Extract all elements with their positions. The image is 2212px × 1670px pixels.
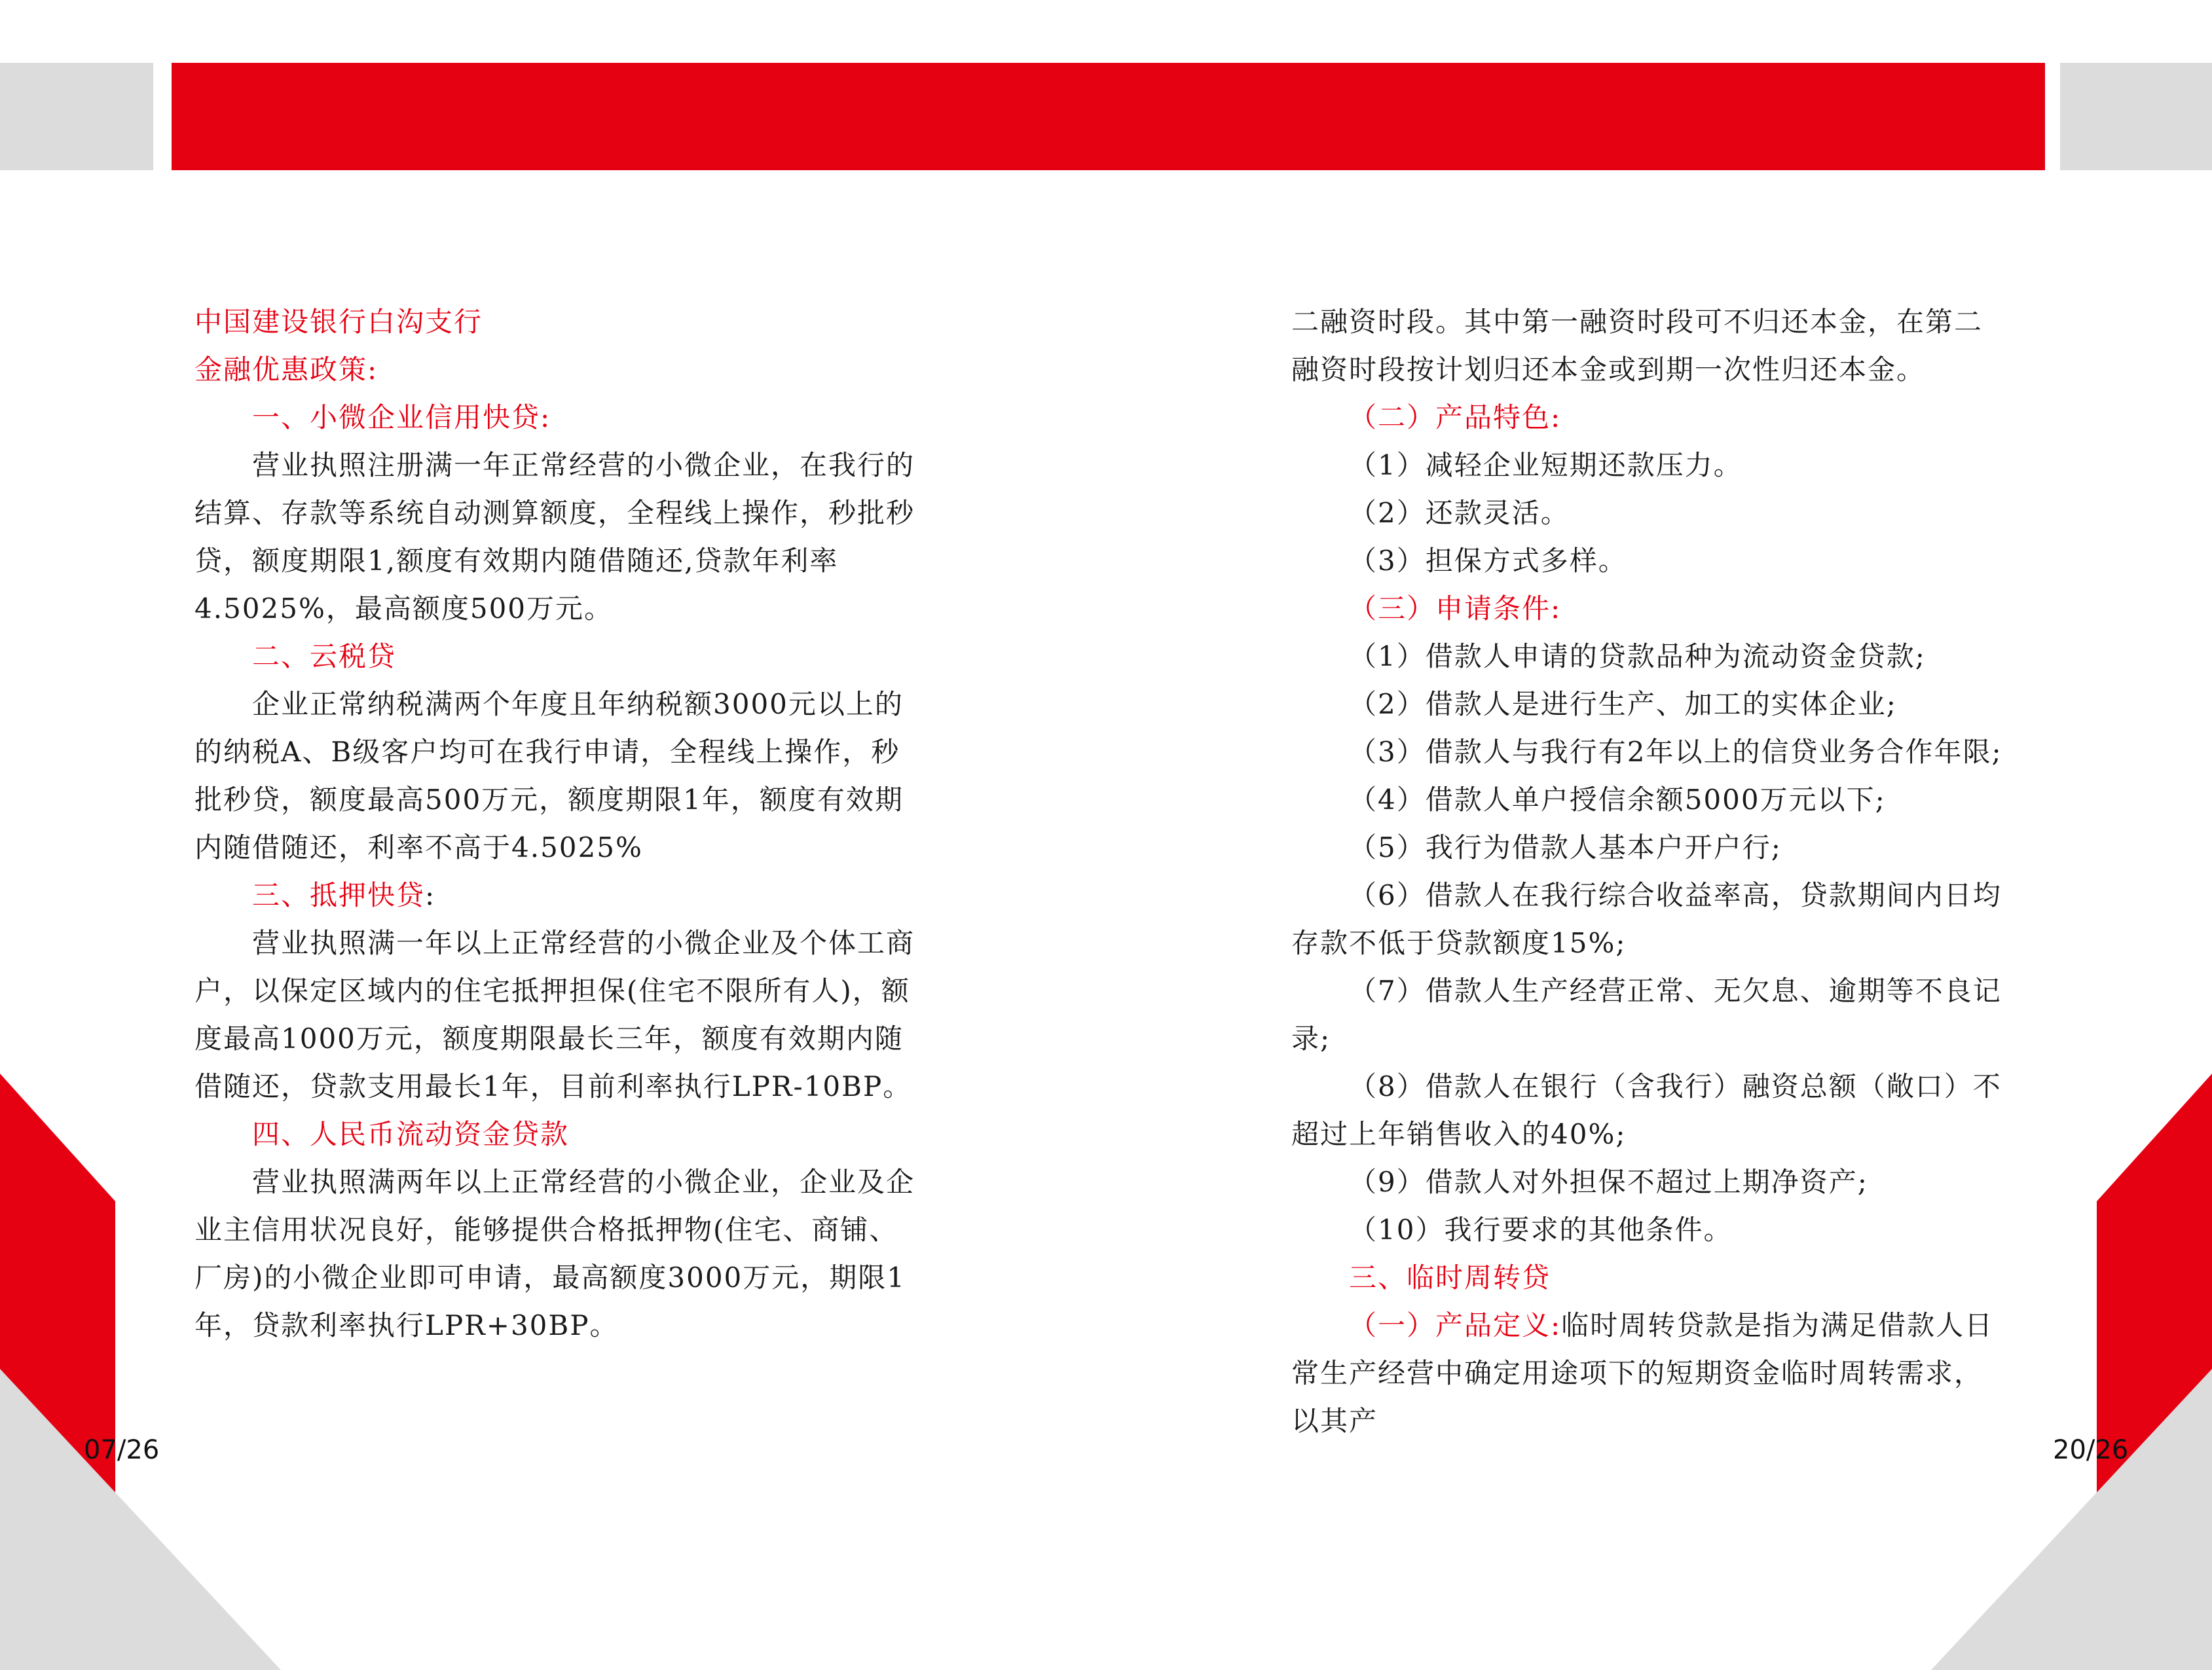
- condition-item: （1）借款人申请的贷款品种为流动资金贷款;: [1349, 640, 1926, 672]
- condition-item: （2）借款人是进行生产、加工的实体企业;: [1349, 688, 1897, 720]
- section-1-title: 一、小微企业信用快贷:: [252, 401, 551, 433]
- section-4-body: 营业执照满两年以上正常经营的小微企业，企业及企业主信用状况良好，能够提供合格抵押物(住宅、商铺、厂房)的小微企业即可申请，最高额度3000万元，期限1年，贷款利率执行LPR+30BP。: [194, 1166, 915, 1341]
- definition-body: 临时周转贷款是指为满足借款人日常生产经营中确定用途项下的短期资金临时周转需求，以其产: [1291, 1309, 1994, 1437]
- definition-label: （一）产品定义:: [1349, 1309, 1562, 1341]
- section-2-body: 企业正常纳税满两个年度且年纳税额3000元以上的的纳税A、B级客户均可在我行申请，全程线上操作，秒批秒贷，额度最高500万元，额度期限1年，额度有效期内随借随还，利率不高于4.5025%: [194, 688, 904, 863]
- section-3-colon: :: [425, 879, 436, 911]
- section-3-title: 三、抵押快贷: [252, 879, 426, 911]
- continuation-text: 二融资时段。其中第一融资时段可不归还本金，在第二融资时段按计划归还本金或到期一次性归还本金。: [1291, 306, 1983, 386]
- condition-item: （8）借款人在银行（含我行）融资总额（敞口）不超过上年销售收入的40%;: [1291, 1070, 2002, 1150]
- section-3-title-right: 三、临时周转贷: [1349, 1262, 1551, 1294]
- header-red-bar: [172, 63, 2045, 170]
- page-number-right: 20/26: [2053, 1435, 2129, 1465]
- condition-item: （5）我行为借款人基本户开户行;: [1349, 831, 1782, 863]
- definition-paragraph: [1291, 1301, 2005, 1445]
- left-page-content: [194, 298, 921, 1349]
- feature-item: （1）减轻企业短期还款压力。: [1349, 449, 1742, 481]
- feature-item: （3）担保方式多样。: [1349, 545, 1627, 577]
- condition-item: （4）借款人单户授信余额5000万元以下;: [1349, 784, 1886, 816]
- conditions-title: （三）申请条件:: [1349, 592, 1562, 625]
- section-3-body: 营业执照满一年以上正常经营的小微企业及个体工商户，以保定区域内的住宅抵押担保(住宅不限所有人)，额度最高1000万元，额度期限最长三年，额度有效期内随借随还，贷款支用最长1年，目前利率执行LPR-10BP。: [194, 927, 915, 1102]
- page-number-left: 07/26: [84, 1435, 160, 1465]
- header-gray-block-right: [2060, 63, 2212, 170]
- header-gray-block-left: [0, 63, 153, 170]
- condition-item: （6）借款人在我行综合收益率高，贷款期间内日均存款不低于贷款额度15%;: [1291, 879, 2002, 959]
- condition-item: （10）我行要求的其他条件。: [1349, 1214, 1733, 1246]
- section-4-title: 四、人民币流动资金贷款: [252, 1118, 570, 1150]
- condition-item: （9）借款人对外担保不超过上期净资产;: [1349, 1166, 1868, 1198]
- section-1-body: 营业执照注册满一年正常经营的小微企业，在我行的结算、存款等系统自动测算额度，全程线上操作，秒批秒贷，额度期限1,额度有效期内随借随还,贷款年利率4.5025%，最高额度500万元。: [194, 449, 915, 625]
- section-2-title: 二、云税贷: [252, 640, 397, 672]
- condition-item: （3）借款人与我行有2年以上的信贷业务合作年限;: [1349, 736, 2002, 768]
- section-3-heading: [194, 871, 921, 919]
- policy-title: 金融优惠政策:: [194, 354, 378, 386]
- features-title: （二）产品特色:: [1349, 401, 1562, 433]
- bank-name: 中国建设银行白沟支行: [194, 306, 483, 338]
- feature-item: （2）还款灵活。: [1349, 497, 1570, 529]
- right-page-content: [1291, 298, 2005, 1445]
- condition-item: （7）借款人生产经营正常、无欠息、逾期等不良记录;: [1291, 975, 2002, 1055]
